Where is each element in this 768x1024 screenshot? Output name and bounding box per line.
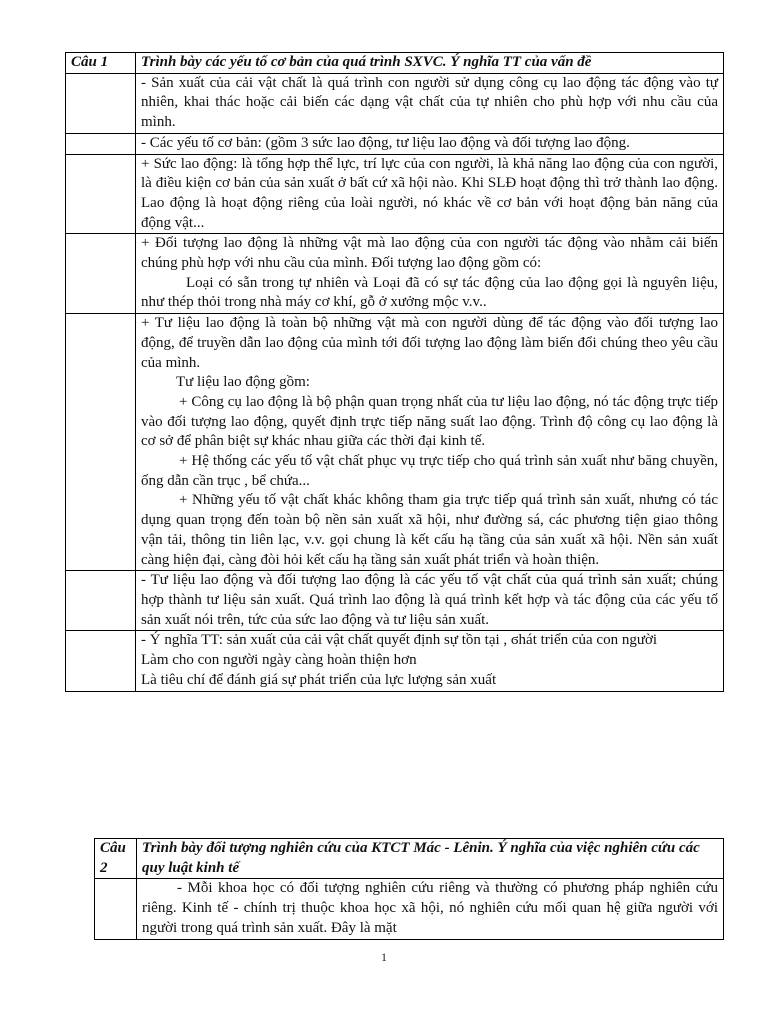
empty-cell xyxy=(66,133,136,154)
answer-paragraph: Là tiêu chí để đánh giá sự phát triển của lực lượng sản xuất xyxy=(141,671,497,688)
answer-paragraph: + Sức lao động: là tổng hợp thể lực, trí lực của con người, là khả năng lao động của con người, là điều kiện cơ bản của sản xuất ở bất cứ xã hội nào. Khi SLĐ hoạt động thì trở thành lao động. Lao động là hoạt động riêng của loài người, nó khác về cơ bản với hoạt động bản năng của động vật... xyxy=(136,154,724,234)
question-title: Trình bày các yếu tố cơ bản của quá trình SXVC. Ý nghĩa TT của vấn đề xyxy=(136,53,724,74)
answer-paragraph: - Ý nghĩa TT: sản xuất của cải vật chất quyết định sự tồn tại , ϭhát triển của con người xyxy=(141,632,658,649)
question-title: Trình bày đối tượng nghiên cứu của KTCT Mác - Lênin. Ý nghĩa của việc nghiên cứu các quy luật kinh tế xyxy=(137,839,724,879)
answer-cell xyxy=(136,234,724,314)
page-number: 1 xyxy=(381,950,387,964)
answer-cell xyxy=(136,314,724,571)
answer-cell xyxy=(137,879,724,939)
table-row xyxy=(95,879,724,939)
table-row xyxy=(66,73,724,133)
question-label: Câu 1 xyxy=(66,53,136,74)
empty-cell xyxy=(95,879,137,939)
empty-cell xyxy=(66,234,136,314)
question-1-table xyxy=(65,52,724,692)
empty-cell xyxy=(66,314,136,571)
empty-cell xyxy=(66,73,136,133)
answer-cell xyxy=(136,631,724,691)
answer-paragraph: - Sản xuất của cải vật chất là quá trình con người sử dụng công cụ lao động tác động vào tự nhiên, khai thác hoặc cải biến các dạng vật chất của tự nhiên cho phù hợp với nhu cầu của mình. xyxy=(136,73,724,133)
empty-cell xyxy=(66,154,136,234)
answer-paragraph: - Mỗi khoa học có đối tượng nghiên cứu riêng và thường có phương pháp nghiên cứu riêng. Kinh tế - chính trị thuộc khoa học xã hội, nó nghiên cứu mối quan hệ giữa người với người trong quá trình sản xuất. Đây là mặt xyxy=(142,880,718,936)
answer-paragraph: - Các yếu tố cơ bản: (gồm 3 sức lao động, tư liệu lao động và đối tượng lao động. xyxy=(136,133,724,154)
table-row xyxy=(66,53,724,74)
answer-paragraph: + Hệ thống các yếu tố vật chất phục vụ trực tiếp cho quá trình sản xuất như băng chuyền, ống dẫn cần trục , bể chứa... xyxy=(141,453,718,489)
table-row xyxy=(66,571,724,631)
empty-cell xyxy=(66,571,136,631)
answer-paragraph: Tư liệu lao động gồm: xyxy=(176,374,310,391)
answer-paragraph: - Tư liệu lao động và đối tượng lao động là các yếu tố vật chất của quá trình sản xuất; chúng hợp thành tư liệu sản xuất. Quá trình lao động là quá trình kết hợp và tác động của các yếu tố sản xuất nói trên, tức của sức lao động và tư liệu sản xuất. xyxy=(136,571,724,631)
table-row xyxy=(95,839,724,879)
answer-paragraph: + Đối tượng lao động là những vật mà lao động của con người tác động vào nhằm cải biến chúng phù hợp với nhu cầu của mình. Đối tượng lao động gồm có: xyxy=(141,235,718,272)
question-label: Câu 2 xyxy=(95,839,137,879)
answer-paragraph: + Những yếu tố vật chất khác không tham gia trực tiếp quá trình sản xuất, nhưng có tác dụng quan trọng đến toàn bộ nền sản xuất xã hội, như đường sá, các phương tiện giao thông vận tải, thông tin liên lạc, v.v. gọi chung là kết cấu hạ tầng của sản xuất xã hội. Nền sản xuất càng hiện đại, càng đòi hỏi kết cấu hạ tầng sản xuất phát triển và hoàn thiện. xyxy=(141,492,718,568)
table-row xyxy=(66,154,724,234)
empty-cell xyxy=(66,631,136,691)
answer-paragraph: Loại có sẵn trong tự nhiên và Loại đã có sự tác động của lao động gọi là nguyên liệu, như thép thỏi trong nhà máy cơ khí, gỗ ở xưởng mộc v.v.. xyxy=(141,274,718,311)
answer-paragraph: + Tư liệu lao động là toàn bộ những vật mà con người dùng để tác động vào đối tượng lao động, để truyền dẫn lao động của mình tới đối tượng lao động làm biến đổi chúng theo yêu cầu của mình. xyxy=(141,315,718,371)
table-row xyxy=(66,133,724,154)
answer-paragraph: + Công cụ lao động là bộ phận quan trọng nhất của tư liệu lao động, nó tác động trực tiếp vào đối tượng lao động, quyết định trực tiếp năng suất lao động. Trình độ công cụ lao động là cơ sở để phân biệt sự khác nhau giữa các thời đại kinh tế. xyxy=(141,393,718,450)
answer-paragraph: Làm cho con người ngày càng hoàn thiện hơn xyxy=(141,652,417,669)
table-row xyxy=(66,234,724,314)
table-row xyxy=(66,314,724,571)
table-row xyxy=(66,631,724,691)
question-2-table xyxy=(94,838,724,940)
